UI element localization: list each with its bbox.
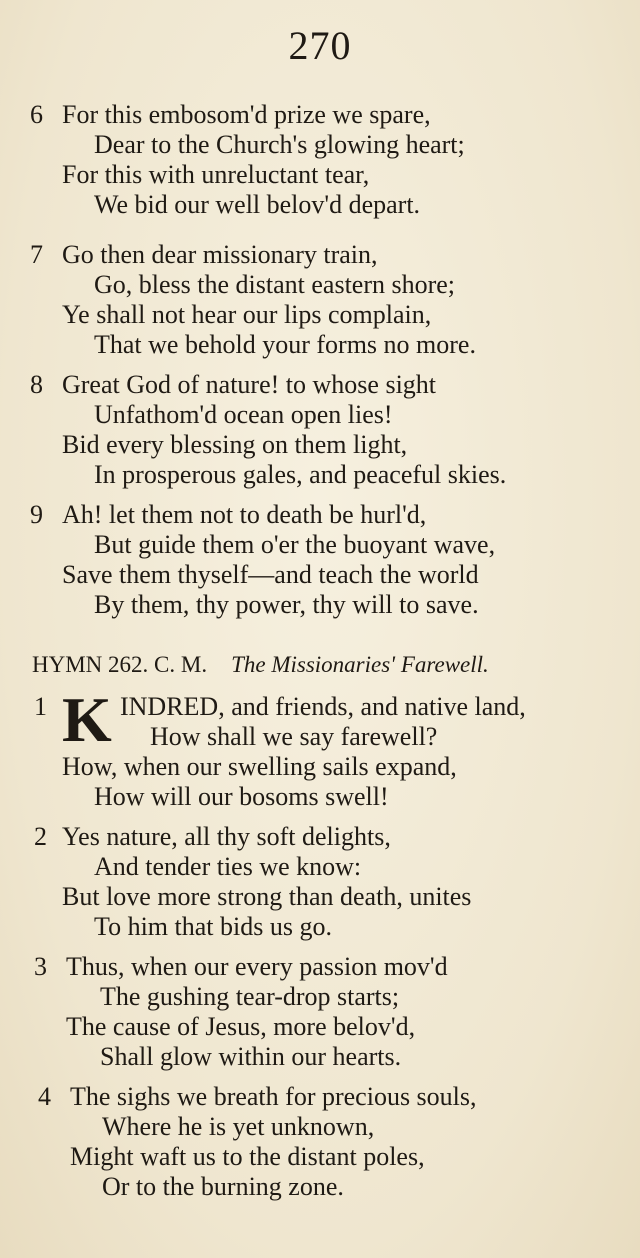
- page-number: 270: [288, 23, 352, 68]
- verse-line: The gushing tear-drop starts;: [100, 982, 400, 1011]
- verse-number: 9: [30, 500, 43, 529]
- verse-number: 8: [30, 370, 43, 399]
- verse-line: Or to the burning zone.: [102, 1172, 344, 1201]
- verse-line: INDRED, and friends, and native land,: [120, 692, 526, 721]
- verse-line: For this with unreluctant tear,: [62, 160, 370, 189]
- verse-line: Go then dear missionary train,: [62, 240, 378, 269]
- verse-number: 7: [30, 240, 43, 269]
- verse-line: Thus, when our every passion mov'd: [66, 952, 448, 981]
- verse-line: The cause of Jesus, more belov'd,: [66, 1012, 416, 1041]
- verse-line: Unfathom'd ocean open lies!: [94, 400, 393, 429]
- verse-line: Save them thyself—and teach the world: [62, 560, 479, 589]
- verse-line: And tender ties we know:: [94, 852, 362, 881]
- verse-line: Bid every blessing on them light,: [62, 430, 408, 459]
- verse-line: That we behold your forms no more.: [94, 330, 476, 359]
- verse-line: We bid our well belov'd depart.: [94, 190, 421, 219]
- verse-line: Where he is yet unknown,: [102, 1112, 375, 1141]
- verse-line: Go, bless the distant eastern shore;: [94, 270, 456, 299]
- verse-line: But love more strong than death, unites: [62, 882, 472, 911]
- verse-number: 4: [38, 1082, 51, 1111]
- verse-line: How shall we say farewell?: [150, 722, 438, 751]
- verse-number: 2: [34, 822, 47, 851]
- verse-number: 3: [34, 952, 47, 981]
- verse-line: Dear to the Church's glowing heart;: [94, 130, 465, 159]
- hymn-title: The Missionaries' Farewell.: [231, 652, 489, 677]
- verse-line: How will our bosoms swell!: [94, 782, 389, 811]
- verse-line: The sighs we breath for precious souls,: [70, 1082, 477, 1111]
- verse-line: Ye shall not hear our lips complain,: [62, 300, 432, 329]
- verse-line: Shall glow within our hearts.: [100, 1042, 402, 1071]
- verse-line: How, when our swelling sails expand,: [62, 752, 457, 781]
- hymn-label: HYMN 262. C. M.: [32, 652, 208, 677]
- verse-line: But guide them o'er the buoyant wave,: [94, 530, 496, 559]
- drop-cap: K: [62, 684, 112, 755]
- verse-line: Yes nature, all thy soft delights,: [62, 822, 391, 851]
- hymn-heading: [32, 650, 489, 680]
- verse-line: To him that bids us go.: [94, 912, 332, 941]
- verse-line: Ah! let them not to death be hurl'd,: [62, 500, 427, 529]
- verse-line: Might waft us to the distant poles,: [70, 1142, 425, 1171]
- verse-line: For this embosom'd prize we spare,: [62, 100, 431, 129]
- verse-line: In prosperous gales, and peaceful skies.: [94, 460, 507, 489]
- verse-number: 1: [34, 692, 47, 721]
- verse-number: 6: [30, 100, 43, 129]
- verse-line: Great God of nature! to whose sight: [62, 370, 437, 399]
- verse-line: By them, thy power, thy will to save.: [94, 590, 479, 619]
